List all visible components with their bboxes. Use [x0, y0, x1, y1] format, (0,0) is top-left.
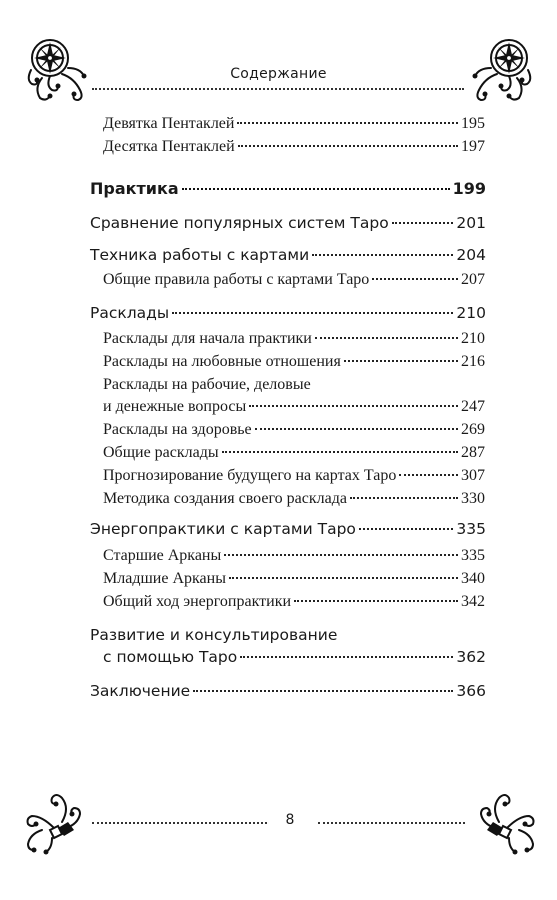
toc-entry-label: Расклады на здоровье	[103, 421, 252, 438]
dot-leader	[255, 428, 458, 430]
toc-entry-page: 210	[461, 330, 485, 347]
toc-entry[interactable]	[103, 444, 485, 462]
toc-entry[interactable]	[103, 593, 485, 611]
dot-leader	[222, 451, 458, 453]
toc-entry-label: Младшие Арканы	[103, 570, 226, 587]
toc-section[interactable]	[90, 246, 486, 264]
toc-part[interactable]	[90, 179, 486, 198]
dot-leader	[193, 690, 453, 692]
toc-entry-label: Расклады на любовные отношения	[103, 353, 341, 370]
dot-leader	[249, 405, 458, 407]
toc-entry-page: 269	[461, 421, 485, 438]
footer-dotted-rule	[92, 822, 267, 824]
swirl-ornament	[475, 778, 539, 858]
dot-leader	[372, 278, 458, 280]
toc-entry-label: Старшие Арканы	[103, 547, 222, 564]
toc-entry[interactable]	[103, 547, 485, 565]
toc-section[interactable]	[90, 214, 486, 232]
dot-leader	[172, 312, 453, 314]
toc-entry-label: Общие расклады	[103, 444, 219, 461]
toc-section-page: 201	[456, 214, 486, 232]
toc-entry[interactable]	[103, 421, 485, 439]
dot-leader	[350, 497, 458, 499]
toc-entry[interactable]	[103, 353, 485, 371]
toc-section-page: 210	[456, 304, 486, 322]
toc-section-label: Энергопрактики с картами Таро	[90, 520, 356, 538]
toc-entry-page: 287	[461, 444, 485, 461]
toc-section-label: Сравнение популярных систем Таро	[90, 214, 389, 232]
running-head: Содержание	[230, 66, 327, 82]
toc-entry-page: 216	[461, 353, 485, 370]
toc-entry-page: 207	[461, 271, 485, 288]
swirl-ornament	[22, 778, 86, 858]
toc-entry[interactable]	[103, 490, 485, 508]
toc-entry-page: 307	[461, 467, 485, 484]
dot-leader	[359, 528, 453, 530]
toc-entry-page: 340	[461, 570, 485, 587]
toc-entry-label: и денежные вопросы	[103, 398, 247, 415]
toc-section-label: Заключение	[90, 682, 191, 700]
footer-dotted-rule	[318, 822, 465, 824]
toc-section-page: 335	[456, 520, 486, 538]
dot-leader	[392, 222, 454, 224]
toc-entry-page: 342	[461, 593, 485, 610]
toc-section-page: 204	[456, 246, 486, 264]
toc-part-page: 199	[452, 179, 486, 198]
toc-entry[interactable]	[103, 138, 485, 156]
toc-entry-page: 335	[461, 547, 485, 564]
toc-entry-page: 197	[461, 138, 485, 155]
toc-entry[interactable]	[103, 570, 485, 588]
dot-leader	[224, 554, 458, 556]
toc-entry-label: Общий ход энергопрактики	[103, 593, 292, 610]
toc-section[interactable]	[90, 304, 486, 322]
dot-leader	[315, 337, 458, 339]
dot-leader	[238, 145, 458, 147]
toc-entry-label: Девятка Пентаклей	[103, 115, 235, 132]
toc-entry-first-line: Расклады на рабочие, деловые	[103, 376, 311, 393]
toc-section[interactable]	[103, 648, 486, 666]
toc-entry-label: Прогнозирование будущего на картах Таро	[103, 467, 397, 484]
toc-section-page: 362	[456, 648, 486, 666]
dot-leader	[294, 600, 458, 602]
toc-entry-label: Расклады для начала практики	[103, 330, 312, 347]
toc-entry-page: 195	[461, 115, 485, 132]
header-dotted-rule	[92, 88, 464, 90]
dot-leader	[399, 474, 458, 476]
dot-leader	[240, 656, 453, 658]
toc-section-page: 366	[456, 682, 486, 700]
toc-entry-page: 330	[461, 490, 485, 507]
toc-entry[interactable]	[103, 115, 485, 133]
toc-section-label: Расклады	[90, 304, 170, 322]
dot-leader	[312, 254, 453, 256]
toc-entry-label: Общие правила работы с картами Таро	[103, 271, 370, 288]
toc-section-first-line: Развитие и консультирование	[90, 626, 338, 644]
toc-entry[interactable]	[103, 271, 485, 289]
dot-leader	[344, 360, 458, 362]
toc-entry-label: Методика создания своего расклада	[103, 490, 347, 507]
toc-entry-page: 247	[461, 398, 485, 415]
dot-leader	[229, 577, 458, 579]
toc-entry[interactable]	[103, 398, 485, 416]
toc-entry[interactable]	[103, 330, 485, 348]
toc-section-label: Техника работы с картами	[90, 246, 310, 264]
toc-section[interactable]	[90, 682, 486, 700]
page-number: 8	[285, 812, 295, 828]
toc-part-label: Практика	[90, 179, 179, 198]
toc-section[interactable]	[90, 520, 486, 538]
toc-section-label: с помощью Таро	[103, 648, 238, 666]
dot-leader	[237, 122, 458, 124]
toc-entry-label: Десятка Пентаклей	[103, 138, 235, 155]
toc-entry[interactable]	[103, 467, 485, 485]
dot-leader	[182, 188, 450, 190]
